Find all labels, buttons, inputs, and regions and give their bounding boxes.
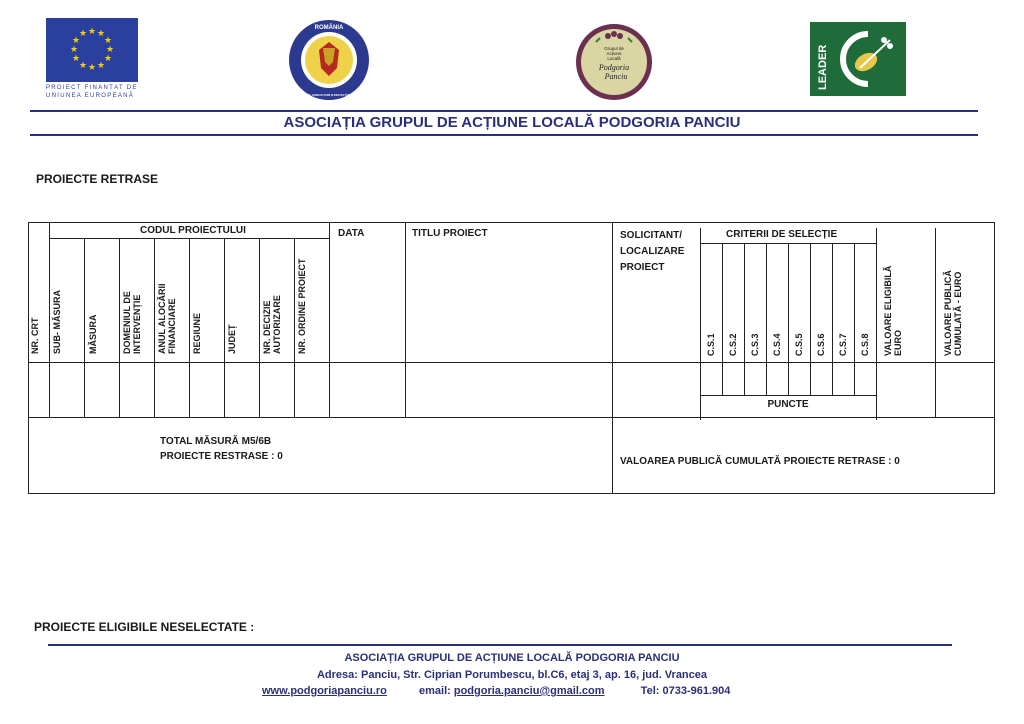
vertical-header-line: AUTORIZARE <box>272 295 282 354</box>
vertical-header-5 <box>192 313 202 354</box>
ministry-top-text: ROMÂNIA <box>314 25 344 31</box>
footer-contacts <box>262 685 730 697</box>
value-header-line: VALOARE PUBLICĂ <box>943 270 953 356</box>
vertical-header-line: ANUL ALOCĂRII <box>157 283 167 354</box>
eu-caption-line2: UNIUNEA EUROPEANĂ <box>46 93 135 99</box>
value-header-line: EURO <box>893 329 903 356</box>
svg-text:★: ★ <box>71 54 81 64</box>
svg-text:★: ★ <box>96 29 106 39</box>
col-solicitant <box>620 228 684 276</box>
eu-caption-line1: PROIECT FINANȚAT DE <box>46 85 138 91</box>
gal-text-3: Locală <box>607 56 621 61</box>
footer-phone: Tel: 0733-961.904 <box>640 685 731 697</box>
col-titlu-proiect: TITLU PROIECT <box>412 228 488 239</box>
vertical-header-line: NR. ORDINE PROIECT <box>297 258 307 354</box>
vertical-header-line: DOMENIUL DE <box>122 291 132 354</box>
gal-text-2: Acțiune <box>606 51 622 56</box>
criteria-header-cs6: C.S.6 <box>816 333 826 356</box>
vertical-header-4 <box>157 284 177 355</box>
footer-org: ASOCIAȚIA GRUPUL DE ACȚIUNE LOCALĂ PODGORIA PANCIU <box>344 652 680 664</box>
svg-text:★: ★ <box>103 36 113 46</box>
footer-website-link[interactable]: www.podgoriapanciu.ro <box>262 685 387 697</box>
col-codul-proiectului: CODUL PROIECTULUI <box>140 225 246 236</box>
criteria-header-cs5: C.S.5 <box>794 333 804 356</box>
vertical-header-line: INTERVENȚIE <box>132 294 142 354</box>
vertical-header-6 <box>227 324 237 354</box>
footer-email-label: email: <box>419 685 454 697</box>
gal-name-2: Panciu <box>604 72 628 81</box>
svg-text:★: ★ <box>87 63 97 73</box>
criteria-header-cs2: C.S.2 <box>728 333 738 356</box>
criteria-header-cs7: C.S.7 <box>838 333 848 356</box>
vertical-header-line: FINANCIARE <box>167 298 177 354</box>
value-header-line: CUMULATĂ - EURO <box>953 271 963 356</box>
vertical-header-line: REGIUNE <box>192 312 202 354</box>
svg-text:★: ★ <box>105 45 115 55</box>
vertical-header-7 <box>262 295 282 354</box>
valoarea-publica-cumulata: VALOAREA PUBLICĂ CUMULATĂ PROIECTE RETRASE : 0 <box>620 456 900 467</box>
criteria-header-cs1: C.S.1 <box>706 333 716 356</box>
gal-name-1: Podgoria <box>598 63 630 72</box>
total-masura <box>160 434 283 464</box>
ministry-ring-text: MINISTERUL AGRICULTURII ȘI DEZVOLTĂRII RURALE <box>295 94 363 97</box>
total-masura-line1: TOTAL MĂSURĂ M5/6B <box>160 436 272 447</box>
vertical-header-3 <box>122 291 142 354</box>
svg-text:★: ★ <box>96 61 106 71</box>
vertical-header-8 <box>297 258 307 354</box>
criteria-header-cs4: C.S.4 <box>772 333 782 356</box>
svg-text:★: ★ <box>69 45 79 55</box>
leader-text: LEADER <box>817 44 829 90</box>
col-solicitant-l2: LOCALIZARE <box>620 246 685 257</box>
vertical-header-line: SUB- MĂSURA <box>52 290 62 354</box>
vertical-header-line: MĂSURA <box>88 314 98 354</box>
org-title: ASOCIAȚIA GRUPUL DE ACȚIUNE LOCALĂ PODGORIA PANCIU <box>283 114 741 131</box>
svg-text:★: ★ <box>71 36 81 46</box>
section-title-neselectate: PROIECTE ELIGIBILE NESELECTATE : <box>34 620 255 634</box>
svg-text:★: ★ <box>78 61 88 71</box>
vertical-header-line: JUDEȚ <box>227 324 237 354</box>
vertical-header-line: NR. DECIZIE <box>262 300 272 354</box>
svg-text:★: ★ <box>103 54 113 64</box>
col-data: DATA <box>338 228 365 239</box>
value-header-valoare-publica <box>943 270 963 356</box>
vertical-header-line: NR. CRT <box>30 317 40 354</box>
puncte-label: PUNCTE <box>767 399 809 410</box>
col-solicitant-l3: PROIECT <box>620 262 665 273</box>
gal-text-1: Grupul de <box>604 46 624 51</box>
criteria-header-cs8: C.S.8 <box>860 333 870 356</box>
vertical-header-2 <box>88 315 98 355</box>
vertical-header-1 <box>52 290 62 354</box>
footer-rule <box>48 644 952 646</box>
col-solicitant-l1: SOLICITANT/ <box>620 230 683 241</box>
vertical-header-0 <box>30 318 40 355</box>
total-masura-line2: PROIECTE RESTRASE : 0 <box>160 451 283 462</box>
svg-text:★: ★ <box>87 27 97 37</box>
svg-text:★: ★ <box>78 29 88 39</box>
footer-address: Adresa: Panciu, Str. Ciprian Porumbescu, bl.C6, etaj 3, ap. 16, jud. Vrancea <box>316 669 708 681</box>
value-header-valoare-eligibila <box>883 266 903 356</box>
footer-email-link[interactable]: podgoria.panciu@gmail.com <box>453 685 605 697</box>
section-title-retrase: PROIECTE RETRASE <box>36 172 159 186</box>
col-criterii-selectie: CRITERII DE SELECȚIE <box>726 229 838 240</box>
criteria-header-cs3: C.S.3 <box>750 333 760 356</box>
value-header-line: VALOARE ELIGIBILĂ <box>883 265 893 356</box>
